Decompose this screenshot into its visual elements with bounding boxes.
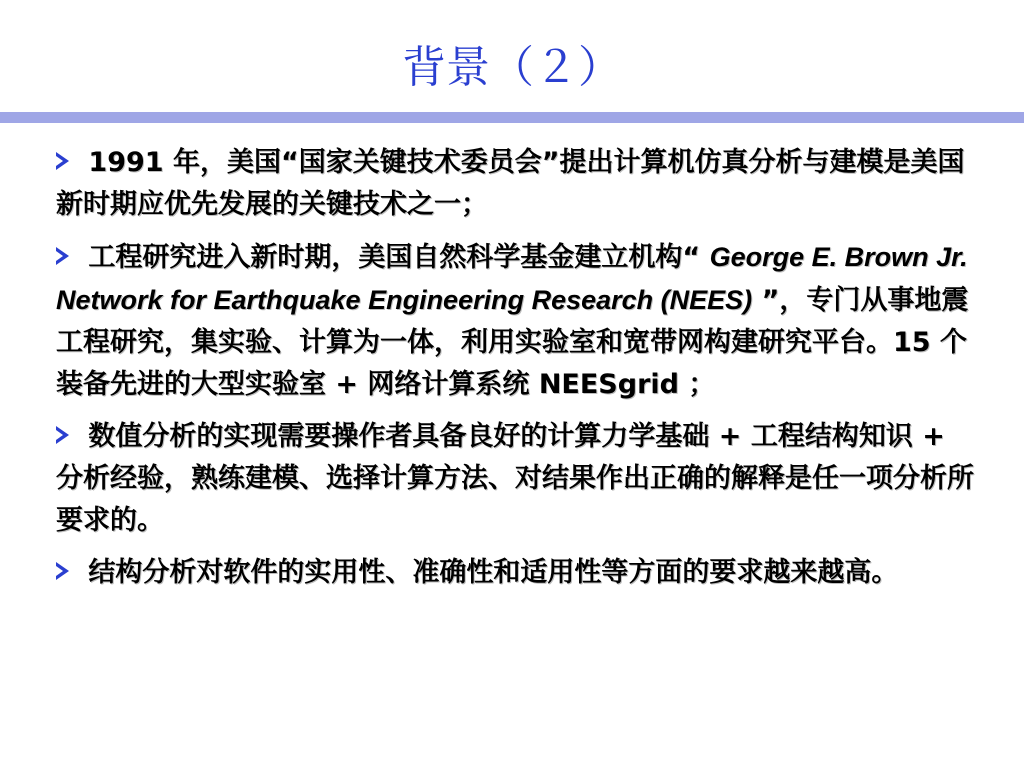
arrow-bullet-icon [56,562,69,580]
bullet-item-3 [56,416,976,542]
arrow-bullet-icon [56,247,69,265]
bullet-text-2-prefix: 工程研究进入新时期，美国自然科学基金建立机构“ [88,242,710,273]
arrow-bullet-icon [56,152,69,170]
bullet-text-4: 结构分析对软件的实用性、准确性和适用性等方面的要求越来越高。 [88,557,899,588]
bullet-item-1 [56,142,976,226]
bullet-text-2-network-name: George E. Brown Jr. Network for Earthquake Engineering Research (NEES) [56,242,968,315]
bullet-text-1: 1991 年，美国“国家关键技术委员会”提出计算机仿真分析与建模是美国新时期应优先发展的关键技术之一； [56,147,965,220]
slide-title: 背景（２） [402,42,622,93]
bullet-text-2-suffix: ”，专门从事地震工程研究，集实验、计算为一体，利用实验室和宽带网构建研究平台。15 个装备先进的大型实验室 + 网络计算系统 NEESgrid ； [56,285,969,400]
slide-body [56,142,976,604]
arrow-bullet-icon [56,426,69,444]
title-divider-bar [0,112,1024,123]
bullet-text-3: 数值分析的实现需要操作者具备良好的计算力学基础 + 工程结构知识 + 分析经验，熟练建模、选择计算方法、对结果作出正确的解释是任一项分析所要求的。 [56,421,974,536]
bullet-item-4 [56,552,976,594]
bullet-item-2 [56,236,976,406]
